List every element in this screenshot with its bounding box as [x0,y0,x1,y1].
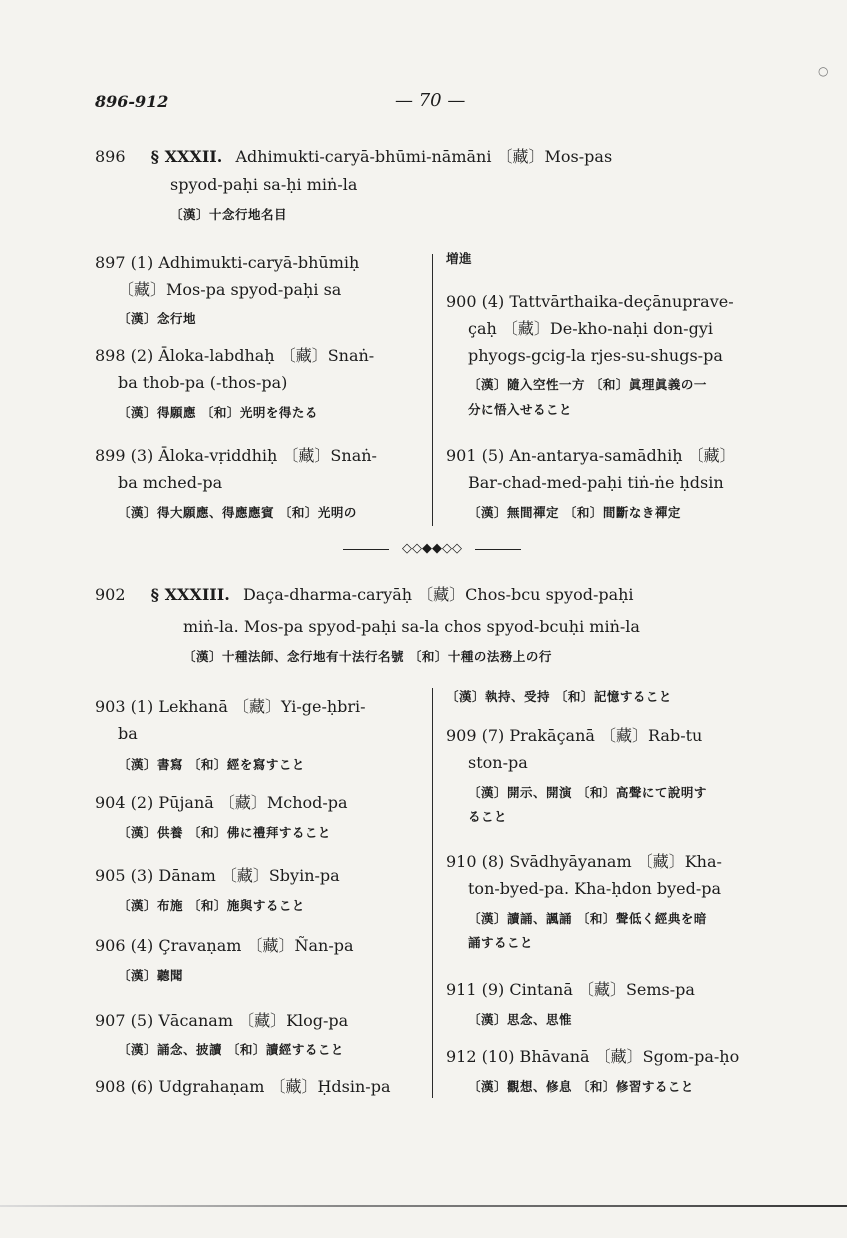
entry-903-line1: 903 (1) Lekhanā 〔藏〕Yi-ge-ḥbri- [95,697,366,716]
entry-898-han: 〔漢〕得願應 〔和〕光明を得たる [118,405,318,420]
entry-900-han2: 分に悟入せること [468,402,573,417]
entry-range: 896-912 [95,92,169,111]
entry-900-line2: çaḥ 〔藏〕De-kho-naḥi don-gyi [468,319,713,338]
entry-903-han: 〔漢〕書寫 〔和〕經を寫すこと [118,757,305,772]
page-bottom-edge [0,1205,847,1207]
entry-910-line2: ton-byed-pa. Kha-ḥdon byed-pa [468,879,722,898]
section-902-han: 〔漢〕十種法師、念行地有十法行名號 〔和〕十種の法務上の行 [183,649,552,664]
entry-909-han1: 〔漢〕開示、開演 〔和〕高聲にて說明す [468,785,707,800]
section-label: § XXXII. [150,147,223,166]
entry-910-line1: 910 (8) Svādhyāyanam 〔藏〕Kha- [446,852,722,871]
entry-number: 902 [95,585,126,604]
section-label: § XXXIII. [150,585,230,604]
section-title: Adhimukti-caryā-bhūmi-nāmāni 〔藏〕Mos-pas [235,147,613,166]
entry-number: 896 [95,147,126,166]
section-title: Daça-dharma-caryāḥ 〔藏〕Chos-bcu spyod-paḥi [242,585,634,604]
section-ornament: ◇◇◆◆◇◇ [343,540,521,558]
column-divider-bottom [432,688,433,1098]
entry-907-line1: 907 (5) Vācanam 〔藏〕Klog-pa [95,1011,349,1030]
entry-909-line2: ston-pa [468,753,528,772]
section-902-line2: miṅ-la. Mos-pa spyod-paḥi sa-la chos spyod-bcuḥi miṅ-la [183,617,640,636]
column-divider-top [432,254,433,526]
page-number: — 70 — [395,90,466,111]
entry-901-line1: 901 (5) An-antarya-samādhiḥ 〔藏〕 [446,446,736,465]
entry-903-line2: ba [118,724,138,743]
entry-906-han: 〔漢〕聽聞 [118,968,184,983]
entry-904-line1: 904 (2) Pūjanā 〔藏〕Mchod-pa [95,793,348,812]
entry-912-han: 〔漢〕觀想、修息 〔和〕修習すること [468,1079,694,1094]
entry-899-line1: 899 (3) Āloka-vṛiddhiḥ 〔藏〕Snaṅ- [95,446,377,465]
entry-901-han: 〔漢〕無間禪定 〔和〕間斷なき禪定 [468,505,681,520]
entry-897-line2: 〔藏〕Mos-pa spyod-paḥi sa [118,280,342,299]
entry-911-line1: 911 (9) Cintanā 〔藏〕Sems-pa [446,980,695,999]
entry-900-line3: phyogs-gcig-la rjes-su-shugs-pa [468,346,723,365]
entry-901-line2: Bar-chad-med-paḥi tiṅ-ṅe ḥdsin [468,473,724,492]
entry-908-line1: 908 (6) Udgrahaṇam 〔藏〕Ḥdsin-pa [95,1077,391,1096]
running-head [95,92,755,118]
entry-906-line1: 906 (4) Çravaṇam 〔藏〕Ñan-pa [95,936,354,955]
entry-910-han2: 誦すること [468,935,534,950]
section-896-han: 〔漢〕十念行地名目 [170,207,288,222]
entry-908-continued: 〔漢〕執持、受持 〔和〕記憶すること [446,689,672,704]
entry-912-line1: 912 (10) Bhāvanā 〔藏〕Sgom-pa-ḥo [446,1047,740,1066]
corner-mark: ○ [818,64,829,78]
entry-910-han1: 〔漢〕讀誦、諷誦 〔和〕聲低く經典を暗 [468,911,707,926]
entry-907-han: 〔漢〕誦念、披讀 〔和〕讀經すること [118,1042,344,1057]
entry-897-line1: 897 (1) Adhimukti-caryā-bhūmiḥ [95,253,360,272]
entry-911-han: 〔漢〕思念、思惟 [468,1012,573,1027]
entry-899-line2: ba mched-pa [118,473,223,492]
entry-899-continued: 増進 [446,251,473,266]
section-902-heading [95,585,634,605]
entry-898-line1: 898 (2) Āloka-labdhaḥ 〔藏〕Snaṅ- [95,346,375,365]
entry-900-line1: 900 (4) Tattvārthaika-deçānuprave- [446,292,734,311]
section-896-heading [95,147,612,167]
entry-898-line2: ba thob-pa (-thos-pa) [118,373,288,392]
entry-897-han: 〔漢〕念行地 [118,311,197,326]
section-896-line2: spyod-paḥi sa-ḥi miṅ-la [170,175,358,194]
entry-909-line1: 909 (7) Prakāçanā 〔藏〕Rab-tu [446,726,703,745]
entry-904-han: 〔漢〕供養 〔和〕佛に禮拜すること [118,825,331,840]
entry-899-han: 〔漢〕得大願應、得應應賓 〔和〕光明の [118,505,357,520]
entry-900-han1: 〔漢〕隨入空性一方 〔和〕眞理眞義の一 [468,377,707,392]
entry-905-han: 〔漢〕布施 〔和〕施與すること [118,898,305,913]
entry-909-han2: ること [468,809,508,824]
entry-905-line1: 905 (3) Dānam 〔藏〕Sbyin-pa [95,866,340,885]
